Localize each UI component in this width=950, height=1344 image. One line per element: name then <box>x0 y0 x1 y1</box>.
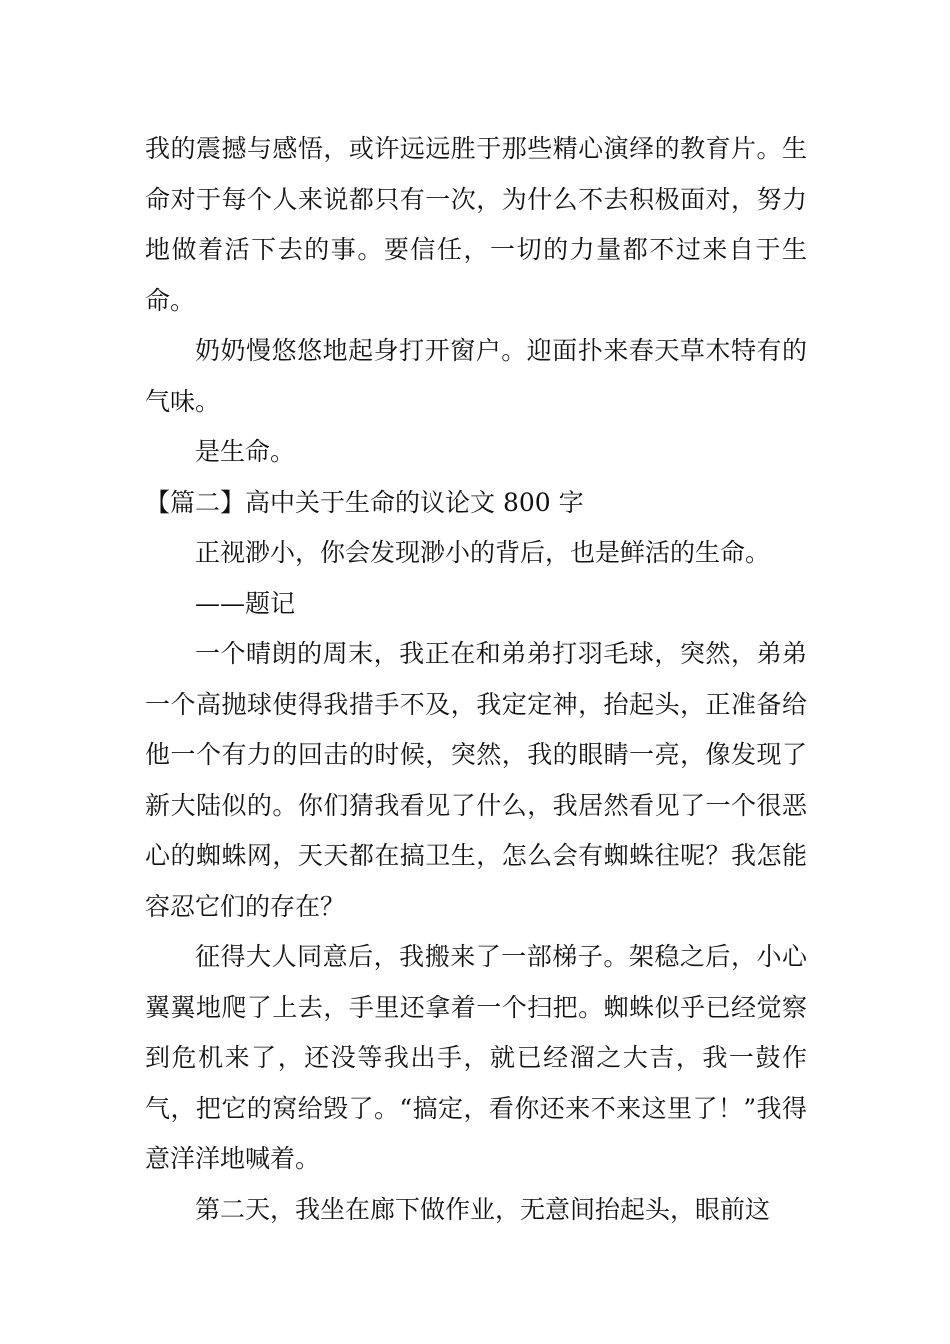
paragraph-is-life: 是生命。 <box>195 437 296 466</box>
document-body <box>145 124 807 1235</box>
paragraph-epigraph: 正视渺小，你会发现渺小的背后，也是鲜活的生命。 <box>195 538 771 567</box>
paragraph-epigraph-attribution: ——题记 <box>195 588 296 618</box>
section-heading: 【篇二】高中关于生命的议论文 800 字 <box>145 487 584 517</box>
paragraph-badminton: 一个晴朗的周末，我正在和弟弟打羽毛球，突然，弟弟一个高抛球使得我措手不及，我定定神，抬起头，正准备给他一个有力的回击的时候，突然，我的眼睛一亮，像发现了新大陆似的。你们猜我看见了什么，我居然看见了一个很恶心的蜘蛛网，天天都在搞卫生，怎么会有蜘蛛往呢？我怎能容忍它们的存在？ <box>145 639 807 921</box>
paragraph-next-day: 第二天，我坐在廊下做作业，无意间抬起头，眼前这 <box>195 1194 771 1224</box>
paragraph-grandma-window: 奶奶慢悠悠地起身打开窗户。迎面扑来春天草木特有的气味。 <box>145 336 807 416</box>
paragraph-continuation: 我的震撼与感悟，或许远远胜于那些精心演绎的教育片。生命对于每个人来说都只有一次，为什么不去积极面对，努力地做着活下去的事。要信任，一切的力量都不过来自于生命。 <box>145 134 807 315</box>
paragraph-ladder: 征得大人同意后，我搬来了一部梯子。架稳之后，小心翼翼地爬了上去，手里还拿着一个扫把。蜘蛛似乎已经觉察到危机来了，还没等我出手，就已经溜之大吉，我一鼓作气，把它的窝给毁了。“搞定，看你还来不来这里了！”我得意洋洋地喊着。 <box>145 942 807 1173</box>
